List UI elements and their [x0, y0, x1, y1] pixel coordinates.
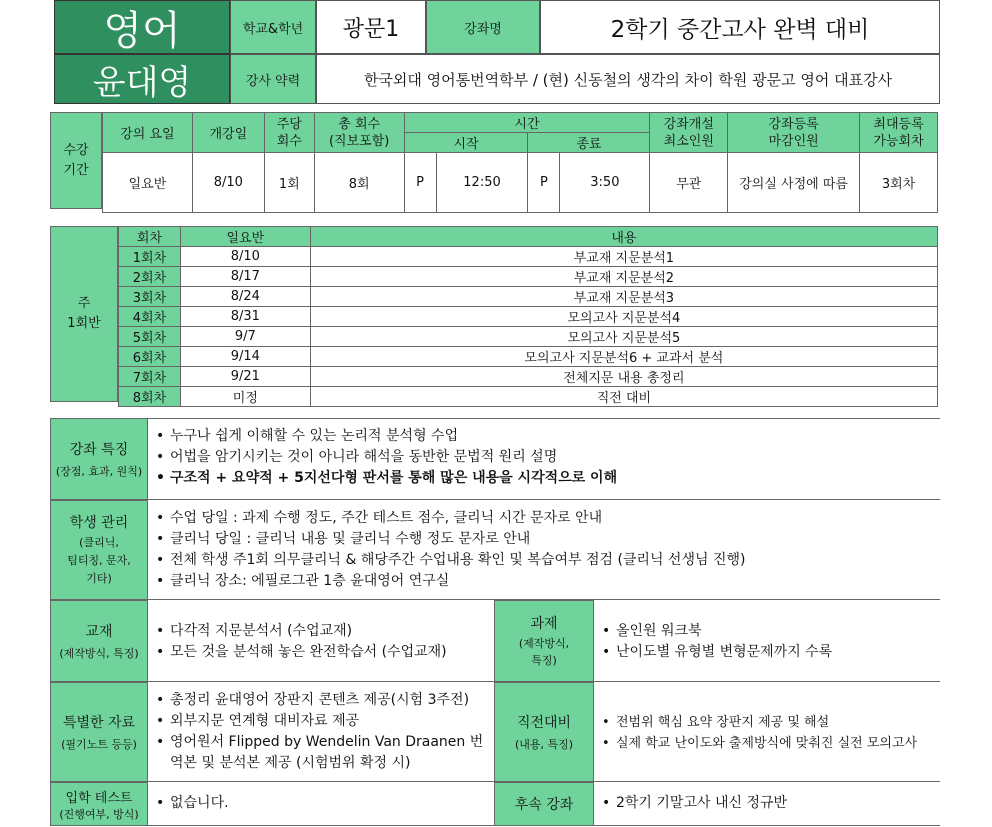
schedule-side-label-cell: [50, 226, 118, 402]
feature-item: • 어법을 암기시키는 것이 아니라 해석을 동반한 문법적 원리 설명: [154, 447, 940, 468]
school-label-cell: [230, 0, 316, 54]
sched-session: 2회차: [119, 267, 181, 287]
sched-session: 6회차: [119, 347, 181, 367]
period-table: [102, 112, 938, 213]
course-label-cell: [426, 0, 540, 54]
sched-date: 9/14: [180, 347, 310, 367]
special-item: • 영어원서 Flipped by Wendelin Van Draanen 번역본 및 분석본 제공 (시험범위 확정 시): [154, 732, 490, 774]
homework-item: • 난이도별 유형별 변형문제까지 수록: [600, 642, 940, 663]
final-prep-label: 직전대비: [516, 715, 572, 731]
sched-session: 3회차: [119, 287, 181, 307]
sched-content: 모의고사 지문분석4: [310, 307, 937, 327]
schedule-table: [118, 226, 938, 407]
hdr-day: 강의 요일: [103, 113, 193, 153]
period-side-label: 수강 기간: [63, 142, 89, 178]
sched-date: 9/21: [180, 367, 310, 387]
management-sublabel: (클리닉, 팀티칭, 문자, 기타): [67, 536, 131, 585]
val-total: 8회: [314, 153, 404, 213]
bio-value: 한국외대 영어통번역학부 / (현) 신동철의 생각의 차이 학원 광문고 영어 대표강사: [363, 70, 893, 89]
teacher-box: [54, 54, 230, 104]
sched-session: 1회차: [119, 247, 181, 267]
val-start-ampm: P: [404, 153, 436, 213]
val-end-ampm: P: [528, 153, 560, 213]
val-end-time: 3:50: [560, 153, 650, 213]
management-item: • 수업 당일 : 과제 수행 정도, 주간 테스트 점수, 클리닉 시간 문자로 안내: [154, 508, 940, 529]
sched-session: 5회차: [119, 327, 181, 347]
textbook-item: • 다각적 지문분석서 (수업교재): [154, 621, 494, 642]
followup-item: • 2학기 기말고사 내신 정규반: [600, 793, 940, 814]
hdr-min-people: 강좌개설 최소인원: [650, 113, 728, 153]
sched-date: 9/7: [180, 327, 310, 347]
sched-session: 8회차: [119, 387, 181, 407]
hdr-total: 총 회수 (직보포함): [314, 113, 404, 153]
hdr-time: 시간: [404, 113, 650, 133]
bio-value-cell: [316, 54, 940, 104]
management-item: • 클리닉 장소: 에필로그관 1층 윤대영어 연구실: [154, 571, 940, 592]
homework-label: 과제: [530, 616, 558, 632]
schedule-side-label: 주 1회반: [67, 296, 101, 331]
special-item: • 외부지문 연계형 대비자료 제공: [154, 711, 490, 732]
management-label-cell: [50, 500, 148, 600]
hdr-deadline: 강좌등록 마감인원: [728, 113, 860, 153]
special-sublabel: (필기노트 등등): [61, 738, 137, 751]
feature-item: • 누구나 쉽게 이해할 수 있는 논리적 분석형 수업: [154, 426, 940, 447]
subject-title: 영어: [103, 7, 181, 54]
management-label: 학생 관리: [69, 515, 129, 531]
homework-label-cell: [494, 600, 594, 682]
entrance-test-content: [148, 782, 494, 826]
textbook-item: • 모든 것을 분석해 놓은 완전학습서 (수업교재): [154, 642, 494, 663]
homework-content: [594, 600, 940, 682]
val-min-people: 무관: [650, 153, 728, 213]
followup-content: [594, 782, 940, 826]
sched-content: 전체지문 내용 총정리: [310, 367, 937, 387]
features-label: 강좌 특징: [69, 442, 129, 458]
sched-hdr-date: 일요반: [180, 227, 310, 247]
features-label-cell: [50, 418, 148, 500]
special-item: • 총정리 윤대영어 장판지 콘텐츠 제공(시험 3주전): [154, 690, 490, 711]
feature-item: • 구조적 + 요약적 + 5지선다형 판서를 통해 많은 내용을 시각적으로 이해: [154, 468, 940, 489]
bio-label-cell: [230, 54, 316, 104]
sched-content: 모의고사 지문분석6 + 교과서 분석: [310, 347, 937, 367]
sched-date: 8/24: [180, 287, 310, 307]
homework-item: • 올인원 워크북: [600, 621, 940, 642]
sched-date: 8/31: [180, 307, 310, 327]
val-deadline: 강의실 사정에 따름: [728, 153, 860, 213]
textbook-label: 교재: [85, 624, 113, 640]
textbook-label-cell: [50, 600, 148, 682]
hdr-time-start: 시작: [404, 133, 528, 153]
hdr-start-date: 개강일: [192, 113, 264, 153]
entrance-test-sublabel: (진행여부, 방식): [59, 807, 139, 821]
val-max-sessions: 3회차: [860, 153, 938, 213]
features-content: [148, 418, 940, 500]
sched-date: 미정: [180, 387, 310, 407]
school-label: 학교&학년: [242, 21, 304, 37]
sched-date: 8/17: [180, 267, 310, 287]
teacher-name: 윤대영: [92, 62, 192, 103]
management-content: [148, 500, 940, 600]
school-value: 광문1: [342, 16, 400, 42]
school-value-cell: [316, 0, 426, 54]
sched-content: 직전 대비: [310, 387, 937, 407]
sched-hdr-content: 내용: [310, 227, 937, 247]
sched-session: 4회차: [119, 307, 181, 327]
final-prep-item: • 전범위 핵심 요약 장판지 제공 및 해설: [600, 712, 940, 733]
sched-date: 8/10: [180, 247, 310, 267]
special-content: [148, 682, 494, 782]
final-prep-sublabel: (내용, 특징): [514, 738, 574, 751]
val-start-time: 12:50: [436, 153, 528, 213]
val-start-date: 8/10: [192, 153, 264, 213]
textbook-sublabel: (제작방식, 특징): [59, 647, 139, 660]
final-prep-label-cell: [494, 682, 594, 782]
val-day: 일요반: [103, 153, 193, 213]
val-weekly: 1회: [264, 153, 314, 213]
sched-content: 부교재 지문분석2: [310, 267, 937, 287]
sched-content: 모의고사 지문분석5: [310, 327, 937, 347]
course-value-cell: [540, 0, 940, 54]
course-value: 2학기 중간고사 완벽 대비: [610, 16, 870, 43]
bio-label: 강사 약력: [245, 73, 301, 89]
features-sublabel: (장점, 효과, 원칙): [55, 465, 143, 478]
entrance-test-label: 입학 테스트: [65, 790, 133, 806]
textbook-content: [148, 600, 494, 682]
sched-hdr-session: 회차: [119, 227, 181, 247]
followup-label-cell: [494, 782, 594, 826]
management-item: • 전체 학생 주1회 의무클리닉 & 해당주간 수업내용 확인 및 복습여부 점검 (클리닉 선생님 진행): [154, 550, 940, 571]
hdr-time-end: 종료: [528, 133, 650, 153]
sched-content: 부교재 지문분석1: [310, 247, 937, 267]
final-prep-item: • 실제 학교 난이도와 출제방식에 맞춰진 실전 모의고사: [600, 733, 940, 754]
followup-label: 후속 강좌: [514, 797, 574, 813]
course-label: 강좌명: [464, 21, 502, 37]
sched-session: 7회차: [119, 367, 181, 387]
final-prep-content: [594, 682, 940, 782]
period-side-label-cell: [50, 112, 102, 209]
hdr-weekly: 주당 회수: [264, 113, 314, 153]
entrance-test-item: • 없습니다.: [154, 793, 494, 814]
management-item: • 클리닉 당일 : 클리닉 내용 및 클리닉 수행 정도 문자로 안내: [154, 529, 940, 550]
entrance-test-label-cell: [50, 782, 148, 826]
hdr-max-sessions: 최대등록 가능회차: [860, 113, 938, 153]
sched-content: 부교재 지문분석3: [310, 287, 937, 307]
subject-box: [54, 0, 230, 54]
special-label: 특별한 자료: [62, 715, 136, 731]
special-label-cell: [50, 682, 148, 782]
homework-sublabel: (제작방식, 특징): [518, 637, 570, 667]
